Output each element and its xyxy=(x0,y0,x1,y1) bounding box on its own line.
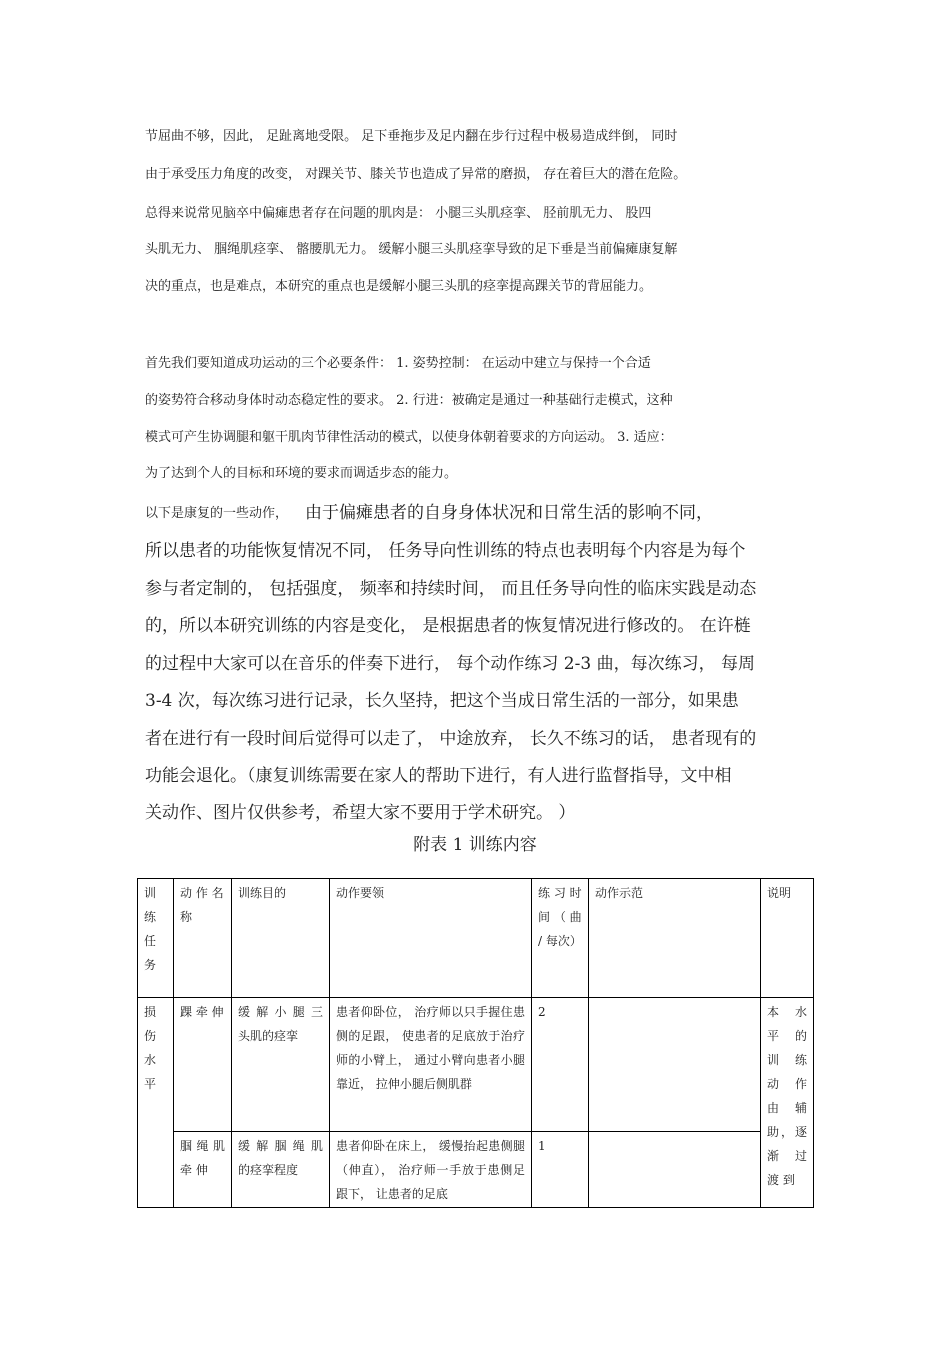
paragraph-4-intro: 以下是康复的一些动作， xyxy=(145,506,289,521)
paragraph-4-line-9: 关动作、图片仅供参考，希望大家不要用于学术研究。 ） xyxy=(145,803,576,823)
training-table xyxy=(137,878,814,1208)
demo-cell xyxy=(589,998,761,1132)
header-method: 动作要领 xyxy=(330,879,532,998)
table-row xyxy=(138,1132,814,1208)
table-caption: 附表 1 训练内容 xyxy=(413,835,537,855)
note-cell: 本 水 平 的 训 练 动 作 由 辅 助，逐 渐 过 渡 到 xyxy=(761,998,814,1208)
time-cell: 1 xyxy=(532,1132,589,1208)
header-time: 练 习 时 间 （ 曲 / 每次） xyxy=(532,879,589,998)
paragraph-3-line-1: 首先我们要知道成功运动的三个必要条件： 1. 姿势控制： 在运动中建立与保持一个合适 xyxy=(145,356,651,371)
paragraph-2-line-2: 头肌无力、 腘绳肌痉挛、 髂腰肌无力。 缓解小腿三头肌痉挛导致的足下垂是当前偏瘫康复解 xyxy=(145,242,678,257)
method-cell: 患者仰卧在床上， 缓慢抬起患侧腿（伸直）， 治疗师一手放于患侧足跟下， 让患者的足底 xyxy=(330,1132,532,1208)
paragraph-2-line-3: 决的重点，也是难点，本研究的重点也是缓解小腿三头肌的痉挛提高踝关节的背屈能力。 xyxy=(145,279,653,294)
header-goal: 训练目的 xyxy=(232,879,330,998)
paragraph-4-line-4: 的，所以本研究训练的内容是变化， 是根据患者的恢复情况进行修改的。 在许梿 xyxy=(145,616,751,636)
paragraph-3-line-2: 的姿势符合移动身体时动态稳定性的要求。 2. 行进：被确定是通过一种基础行走模式，这种 xyxy=(145,393,673,408)
paragraph-1-line-1: 节屈曲不够，因此， 足趾离地受限。 足下垂拖步及足内翻在步行过程中极易造成绊倒， 同时 xyxy=(145,129,678,144)
demo-cell xyxy=(589,1132,761,1208)
header-action-name: 动 作 名称 xyxy=(174,879,232,998)
paragraph-4-line-5: 的过程中大家可以在音乐的伴奏下进行， 每个动作练习 2-3 曲，每次练习， 每周 xyxy=(145,654,755,674)
method-cell: 患者仰卧位， 治疗师以只手握住患侧的足跟， 使患者的足底放于治疗师的小臂上， 通过小臂向患者小腿靠近， 拉伸小腿后侧肌群 xyxy=(330,998,532,1132)
action-name-cell: 踝 牵 伸 xyxy=(174,998,232,1132)
action-name-cell: 腘 绳 肌 牵 伸 xyxy=(174,1132,232,1208)
goal-cell: 缓 解 腘 绳 肌 的痉挛程度 xyxy=(232,1132,330,1208)
paragraph-4-line-6: 3-4 次，每次练习进行记录，长久坚持，把这个当成日常生活的一部分，如果患 xyxy=(145,691,739,711)
paragraph-4-line-7: 者在进行有一段时间后觉得可以走了， 中途放弃， 长久不练习的话， 患者现有的 xyxy=(145,729,757,749)
paragraph-4-line-3: 参与者定制的， 包括强度， 频率和持续时间， 而且任务导向性的临床实践是动态 xyxy=(145,579,757,599)
paragraph-4-line-1: 由于偏瘫患者的自身身体状况和日常生活的影响不同， xyxy=(305,503,713,523)
paragraph-4-line-2: 所以患者的功能恢复情况不同， 任务导向性训练的特点也表明每个内容是为每个 xyxy=(145,541,746,561)
time-cell: 2 xyxy=(532,998,589,1132)
table-header-row xyxy=(138,879,814,998)
paragraph-3-line-4: 为了达到个人的目标和环境的要求而调适步态的能力。 xyxy=(145,466,458,481)
header-demo: 动作示范 xyxy=(589,879,761,998)
task-cell: 损 伤 水 平 xyxy=(138,998,174,1208)
paragraph-1-line-2: 由于承受压力角度的改变， 对踝关节、膝关节也造成了异常的磨损， 存在着巨大的潜在危险。 xyxy=(145,167,687,182)
paragraph-3-line-3: 模式可产生协调腿和躯干肌肉节律性活动的模式，以使身体朝着要求的方向运动。 3. 适应： xyxy=(145,430,673,445)
paragraph-2-line-1: 总得来说常见脑卒中偏瘫患者存在问题的肌肉是： 小腿三头肌痉挛、 胫前肌无力、 股四 xyxy=(145,206,652,221)
table-row xyxy=(138,998,814,1132)
header-note: 说明 xyxy=(761,879,814,998)
goal-cell: 缓 解 小 腿 三 头肌的痉挛 xyxy=(232,998,330,1132)
paragraph-4-line-8: 功能会退化。（康复训练需要在家人的帮助下进行，有人进行监督指导，文中相 xyxy=(145,766,732,786)
header-task: 训 练 任 务 xyxy=(138,879,174,998)
